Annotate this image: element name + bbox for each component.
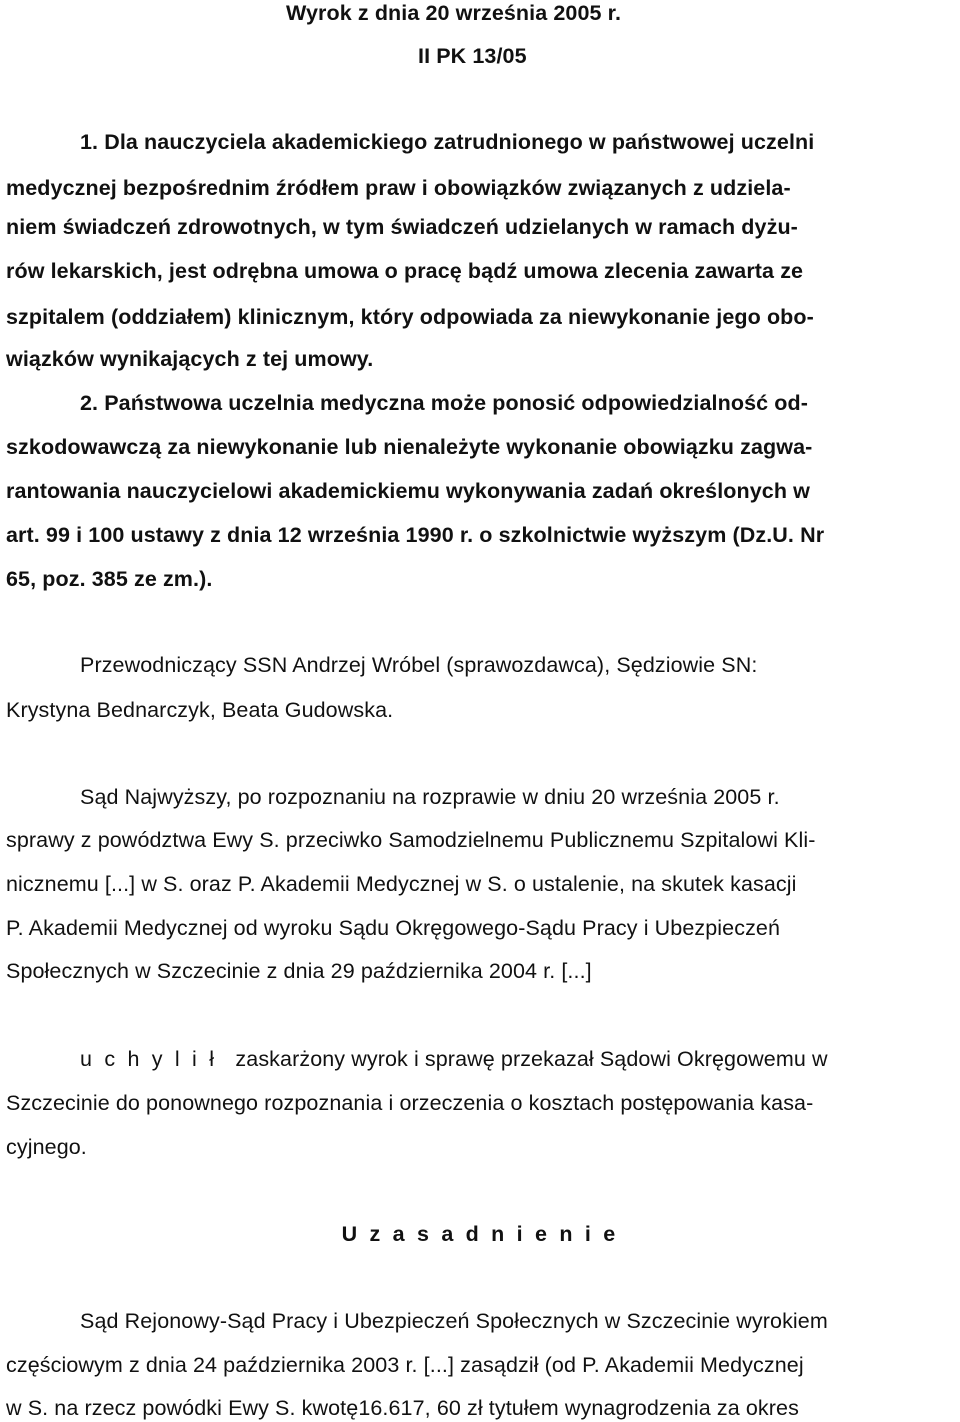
decision-text: zaskarżony wyrok i sprawę przekazał Sądowi Okręgowemu w bbox=[235, 1047, 828, 1071]
thesis-line: wiązków wynikających z tej umowy. bbox=[6, 347, 374, 371]
thesis-line: 1. Dla nauczyciela akademickiego zatrudnionego w państwowej uczelni bbox=[80, 130, 815, 154]
decision-keyword: u c h y l i ł bbox=[80, 1047, 218, 1071]
justification-heading: U z a s a d n i e n i e bbox=[341, 1222, 619, 1246]
thesis-line: szpitalem (oddziałem) klinicznym, który odpowiada za niewykonanie jego obo- bbox=[6, 305, 814, 329]
ruling-line: sprawy z powództwa Ewy S. przeciwko Samodzielnemu Publicznemu Szpitalowi Kli- bbox=[6, 828, 816, 852]
document-title: Wyrok z dnia 20 września 2005 r. bbox=[286, 1, 622, 25]
ruling-line: nicznemu [...] w S. oraz P. Akademii Medycznej w S. o ustalenie, na skutek kasacji bbox=[6, 872, 797, 896]
decision-line bbox=[80, 1046, 828, 1072]
ruling-line: Sąd Najwyższy, po rozpoznaniu na rozprawie w dniu 20 września 2005 r. bbox=[80, 785, 780, 809]
justification-line: w S. na rzecz powódki Ewy S. kwotę16.617, 60 zł tytułem wynagrodzenia za okres bbox=[6, 1396, 799, 1420]
thesis-line: 2. Państwowa uczelnia medyczna może ponosić odpowiedzialność od- bbox=[80, 391, 808, 415]
thesis-line: niem świadczeń zdrowotnych, w tym świadczeń udzielanych w ramach dyżu- bbox=[6, 215, 798, 239]
panel-line: Przewodniczący SSN Andrzej Wróbel (sprawozdawca), Sędziowie SN: bbox=[80, 653, 758, 677]
panel-line: Krystyna Bednarczyk, Beata Gudowska. bbox=[6, 698, 394, 722]
justification-line: Sąd Rejonowy-Sąd Pracy i Ubezpieczeń Społecznych w Szczecinie wyrokiem bbox=[80, 1309, 828, 1333]
thesis-line: medycznej bezpośrednim źródłem praw i obowiązków związanych z udziela- bbox=[6, 176, 791, 200]
ruling-line: P. Akademii Medycznej od wyroku Sądu Okręgowego-Sądu Pracy i Ubezpieczeń bbox=[6, 916, 781, 940]
thesis-line: 65, poz. 385 ze zm.). bbox=[6, 567, 213, 591]
justification-line: częściowym z dnia 24 października 2003 r. [...] zasądził (od P. Akademii Medycznej bbox=[6, 1353, 804, 1377]
thesis-line: rów lekarskich, jest odrębna umowa o pracę bądź umowa zlecenia zawarta ze bbox=[6, 259, 804, 283]
case-number: II PK 13/05 bbox=[418, 44, 527, 68]
decision-line: cyjnego. bbox=[6, 1135, 87, 1159]
thesis-line: rantowania nauczycielowi akademickiemu wykonywania zadań określonych w bbox=[6, 479, 810, 503]
thesis-line: szkodowawczą za niewykonanie lub nienależyte wykonanie obowiązku zagwa- bbox=[6, 435, 813, 459]
thesis-line: art. 99 i 100 ustawy z dnia 12 września 1990 r. o szkolnictwie wyższym (Dz.U. Nr bbox=[6, 523, 825, 547]
ruling-line: Społecznych w Szczecinie z dnia 29 października 2004 r. [...] bbox=[6, 959, 592, 983]
decision-line: Szczecinie do ponownego rozpoznania i orzeczenia o kosztach postępowania kasa- bbox=[6, 1091, 814, 1115]
